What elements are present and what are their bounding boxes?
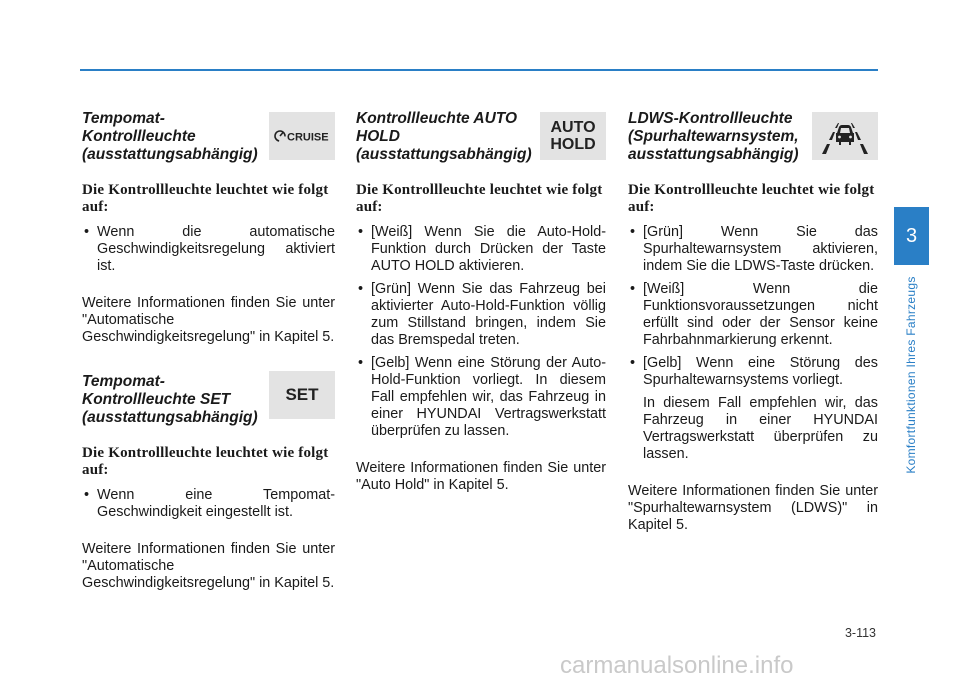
section-title-cruise: Tempomat- Kontrollleuchte (ausstattungsabhängig) [82,110,258,163]
bullet-list [628,224,878,463]
list-item: • Wenn eine Tempomat-Geschwindigkeit eingestellt ist. [82,487,335,521]
column-auto-hold [356,110,606,494]
column-ldws [628,110,878,534]
reference-text: Weitere Informationen finden Sie unter "Automatische Geschwindigkeitsregelung" in Kapitel 5. [82,295,335,345]
list-item: • [Gelb] Wenn eine Störung der Auto-Hold-Funktion vorliegt. In diesem Fall empfehlen wir, das Fahrzeug in einer HYUNDAI Vertragswerkstatt überprüfen zu lassen. [356,355,606,440]
page-number: 3-113 [844,626,876,640]
auto-hold-icon-line1: AUTO [550,119,596,136]
section-cruise-indicator [82,110,335,346]
set-icon-label: SET [285,385,319,404]
list-item: • [Weiß] Wenn Sie die Auto-Hold-Funktion durch Drücken der Taste AUTO HOLD aktivieren. [356,224,606,275]
auto-hold-icon-line2: HOLD [550,136,596,153]
section-title-auto-hold: Kontrollleuchte AUTO HOLD (ausstattungsabhängig) [356,110,532,163]
bullet-list [82,224,335,275]
section-title-ldws: LDWS-Kontrollleuchte (Spurhaltewarnsystem, ausstattungsabhängig) [628,110,799,163]
list-item-text: [Gelb] Wenn eine Störung des Spurhaltewarnsystems vorliegt. [643,355,878,388]
reference-text: Weitere Informationen finden Sie unter "Automatische Geschwindigkeitsregelung" in Kapitel 5. [82,541,335,591]
list-item-note: In diesem Fall empfehlen wir, das Fahrzeug in einer HYUNDAI Vertragswerkstatt überprüfen zu lassen. [643,395,878,462]
bullet-list [356,224,606,440]
reference-text: Weitere Informationen finden Sie unter "Spurhaltewarnsystem (LDWS)" in Kapitel 5. [628,483,878,533]
lane-departure-warning-icon [812,112,878,160]
header-rule [80,69,878,71]
list-item: • [Grün] Wenn Sie das Fahrzeug bei aktivierter Auto-Hold-Funktion völlig zum Stillstand bringen, indem Sie das Bremspedal treten. [356,281,606,349]
list-item: • Wenn die automatische Geschwindigkeitsregelung aktiviert ist. [82,224,335,275]
auto-hold-icon [540,112,606,160]
intro-text: Die Kontrollleuchte leuchtet wie folgt auf: [82,182,329,215]
list-item [628,355,878,463]
intro-text: Die Kontrollleuchte leuchtet wie folgt auf: [356,182,603,215]
reference-text: Weitere Informationen finden Sie unter "Auto Hold" in Kapitel 5. [356,460,606,493]
chapter-tab [894,207,929,265]
intro-text: Die Kontrollleuchte leuchtet wie folgt auf: [628,182,875,215]
list-item: • [Grün] Wenn Sie das Spurhaltewarnsystem aktivieren, indem Sie die LDWS-Taste drücken. [628,224,878,275]
bullet-list [82,487,335,521]
section-title-set: Tempomat- Kontrollleuchte SET (ausstattungsabhängig) [82,373,258,426]
section-ldws-indicator [628,110,878,534]
section-cruise-set-indicator [82,373,335,592]
intro-text: Die Kontrollleuchte leuchtet wie folgt auf: [82,445,329,478]
cruise-control-icon [269,112,335,160]
cruise-icon-label: CRUISE [287,131,329,144]
set-indicator-icon [269,371,335,419]
column-cruise [82,110,335,592]
section-auto-hold-indicator [356,110,606,494]
list-item: • [Weiß] Wenn die Funktionsvoraussetzungen nicht erfüllt sind oder der Sensor keine Fahrbahnmarkierung erkennt. [628,281,878,349]
chapter-title: Komfortfunktionen Ihres Fahrzeugs [904,276,918,474]
watermark: carmanualsonline.info [560,652,794,679]
chapter-number: 3 [905,224,918,247]
